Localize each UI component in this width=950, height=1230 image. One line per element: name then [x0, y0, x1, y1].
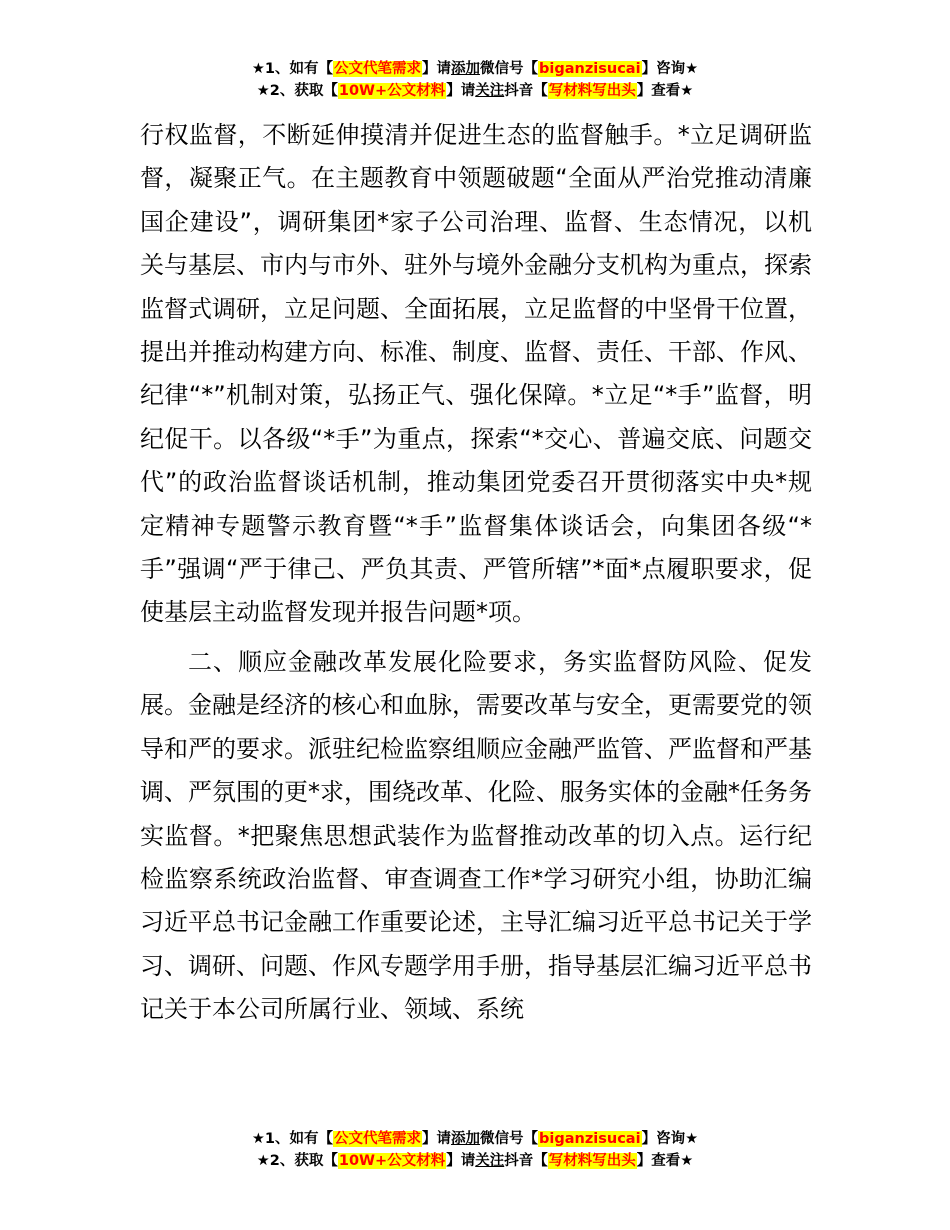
banner-text: 】请	[446, 83, 476, 99]
banner-line-2	[0, 80, 950, 102]
banner-text: 微信号【	[480, 1131, 539, 1147]
banner-line-1	[0, 58, 950, 80]
banner-text: ★2、获取【	[256, 83, 338, 99]
banner-text: ★2、获取【	[256, 1153, 338, 1169]
banner-text: 】请	[446, 1153, 476, 1169]
banner-line-1	[0, 1128, 950, 1150]
banner-highlight: 写材料写出头	[548, 83, 636, 99]
banner-highlight: 公文代笔需求	[334, 1131, 422, 1147]
banner-text: 抖音【	[504, 83, 548, 99]
body-paragraph-1: 行权监督，不断延伸摸清并促进生态的监督触手。*立足调研监督，凝聚正气。在主题教育中领题破题“全面从严治党推动清廉国企建设”，调研集团*家子公司治理、监督、生态情况，以机关与基层、市内与市外、驻外与境外金融分支机构为重点，探索监督式调研，立足问题、全面拓展，立足监督的中坚骨干位置，提出并推动构建方向、标准、制度、监督、责任、干部、作风、纪律“*”机制对策，弘扬正气、强化保障。*立足“*手”监督，明纪促干。以各级“*手”为重点，探索“*交心、普遍交底、问题交代”的政治监督谈话机制，推动集团党委召开贯彻落实中央*规定精神专题警示教育暨“*手”监督集体谈话会，向集团各级“*手”强调“严于律己、严负其责、严管所辖”*面*点履职要求，促使基层主动监督发现并报告问题*项。	[140, 121, 812, 627]
banner-underlined: 关注	[475, 1153, 505, 1169]
banner-text: 抖音【	[504, 1153, 548, 1169]
banner-highlight: biganzisucai	[539, 61, 641, 77]
banner-text: 】请	[422, 1131, 452, 1147]
banner-text: 】咨询★	[641, 1131, 699, 1147]
banner-text: 】查看★	[636, 83, 694, 99]
banner-underlined: 关注	[475, 83, 505, 99]
banner-highlight: 写材料写出头	[548, 1153, 636, 1169]
footer-banner	[0, 1128, 950, 1172]
banner-text: 】查看★	[636, 1153, 694, 1169]
banner-underlined: 添加	[451, 61, 481, 77]
body-paragraph-2: 二、顺应金融改革发展化险要求，务实监督防风险、促发展。金融是经济的核心和血脉，需要改革与安全，更需要党的领导和严的要求。派驻纪检监察组顺应金融严监管、严监督和严基调、严氛围的更*求，围绕改革、化险、服务实体的金融*任务务实监督。*把聚焦思想武装作为监督推动改革的切入点。运行纪检监察系统政治监督、审查调查工作*学习研究小组，协助汇编习近平总书记金融工作重要论述，主导汇编习近平总书记关于学习、调研、问题、作风专题学用手册，指导基层汇编习近平总书记关于本公司所属行业、领域、系统	[140, 647, 812, 1024]
banner-text: 】请	[422, 61, 452, 77]
document-body	[140, 114, 812, 1032]
header-banner	[0, 58, 950, 102]
banner-text: ★1、如有【	[251, 61, 334, 77]
banner-text: 】咨询★	[641, 61, 699, 77]
banner-highlight: 公文代笔需求	[334, 61, 422, 77]
banner-text: ★1、如有【	[251, 1131, 334, 1147]
banner-text: 微信号【	[480, 61, 539, 77]
banner-line-2	[0, 1150, 950, 1172]
banner-highlight: 10W+公文材料	[338, 83, 446, 99]
banner-highlight: 10W+公文材料	[338, 1153, 446, 1169]
banner-highlight: biganzisucai	[539, 1131, 641, 1147]
banner-underlined: 添加	[451, 1131, 481, 1147]
